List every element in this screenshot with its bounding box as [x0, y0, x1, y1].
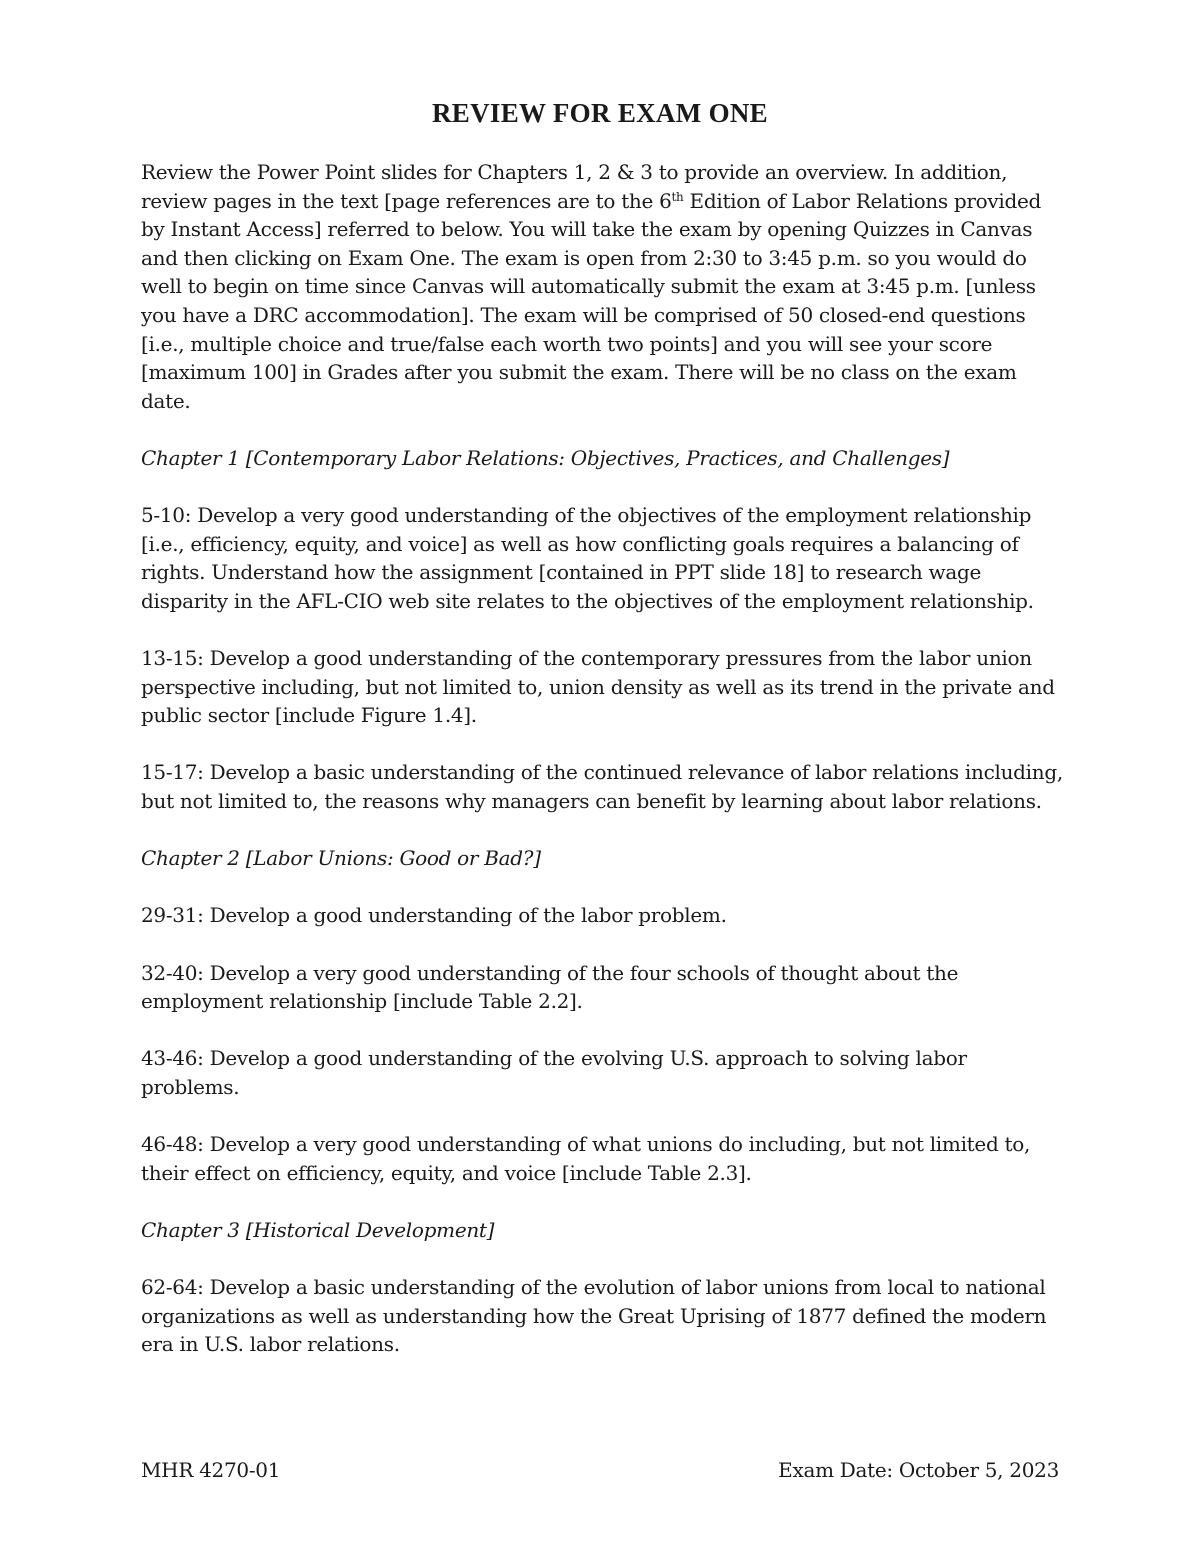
course-code: MHR 4270-01 [141, 1458, 281, 1482]
document-body [141, 158, 1066, 1388]
chapter-2-item-1: 29-31: Develop a good understanding of the labor problem. [141, 903, 727, 928]
intro-text-part1: Review the Power Point slides for Chapters 1, 2 & 3 to provide an overview. In addition, review pages in the text [page references are to the 6 [141, 160, 1008, 213]
edition-superscript: th [671, 189, 684, 204]
chapter-1-item-3: 15-17: Develop a basic understanding of the continued relevance of labor relations including, but not limited to, the reasons why managers can benefit by learning about labor relations. [141, 760, 1063, 814]
chapter-2-item-3: 43-46: Develop a good understanding of the evolving U.S. approach to solving labor problems. [141, 1046, 967, 1099]
chapter-2-heading: Chapter 2 [Labor Unions: Good or Bad?] [141, 846, 541, 871]
chapter-3-heading: Chapter 3 [Historical Development] [141, 1217, 495, 1242]
chapter-3-item-1: 62-64: Develop a basic understanding of the evolution of labor unions from local to national organizations as well as understanding how the Great Uprising of 1877 defined the modern era in U.S. labor relations. [141, 1275, 1047, 1357]
chapter-1-heading: Chapter 1 [Contemporary Labor Relations: Objectives, Practices, and Challenges] [141, 445, 950, 470]
intro-text-part2: Edition of Labor Relations provided by Instant Access] referred to below. You will take the exam by opening Quizzes in Canvas and then clicking on Exam One. The exam is open from 2:30 to 3:45 p.m. so you would do well to begin on time since Canvas will automatically submit the exam at 3:45 p.m. [unless you have a DRC accommodation]. The exam will be comprised of 50 closed-end questions [i.e., multiple choice and true/false each worth two points] and you will see your score [maximum 100] in Grades after you submit the exam. There will be no class on the exam date. [141, 188, 1042, 413]
chapter-1-item-2: 13-15: Develop a good understanding of the contemporary pressures from the labor union perspective including, but not limited to, union density as well as its trend in the private and public sector [include Figure 1.4]. [141, 646, 1055, 728]
chapter-2-item-2: 32-40: Develop a very good understanding of the four schools of thought about the employment relationship [include Table 2.2]. [141, 960, 959, 1014]
chapter-1-item-1: 5-10: Develop a very good understanding of the objectives of the employment relationship [i.e., efficiency, equity, and voice] as well as how conflicting goals requires a balancing of rights. Understand how the assignment [contained in PPT slide 18] to research wage disparity in the AFL-CIO web site relates to the objectives of the employment relationship. [141, 503, 1034, 613]
chapter-2-item-4: 46-48: Develop a very good understanding of what unions do including, but not limited to, their effect on efficiency, equity, and voice [include Table 2.3]. [141, 1132, 1031, 1185]
intro-paragraph [141, 158, 1066, 415]
exam-date: Exam Date: October 5, 2023 [778, 1458, 1059, 1482]
page-title: REVIEW FOR EXAM ONE [432, 98, 768, 128]
